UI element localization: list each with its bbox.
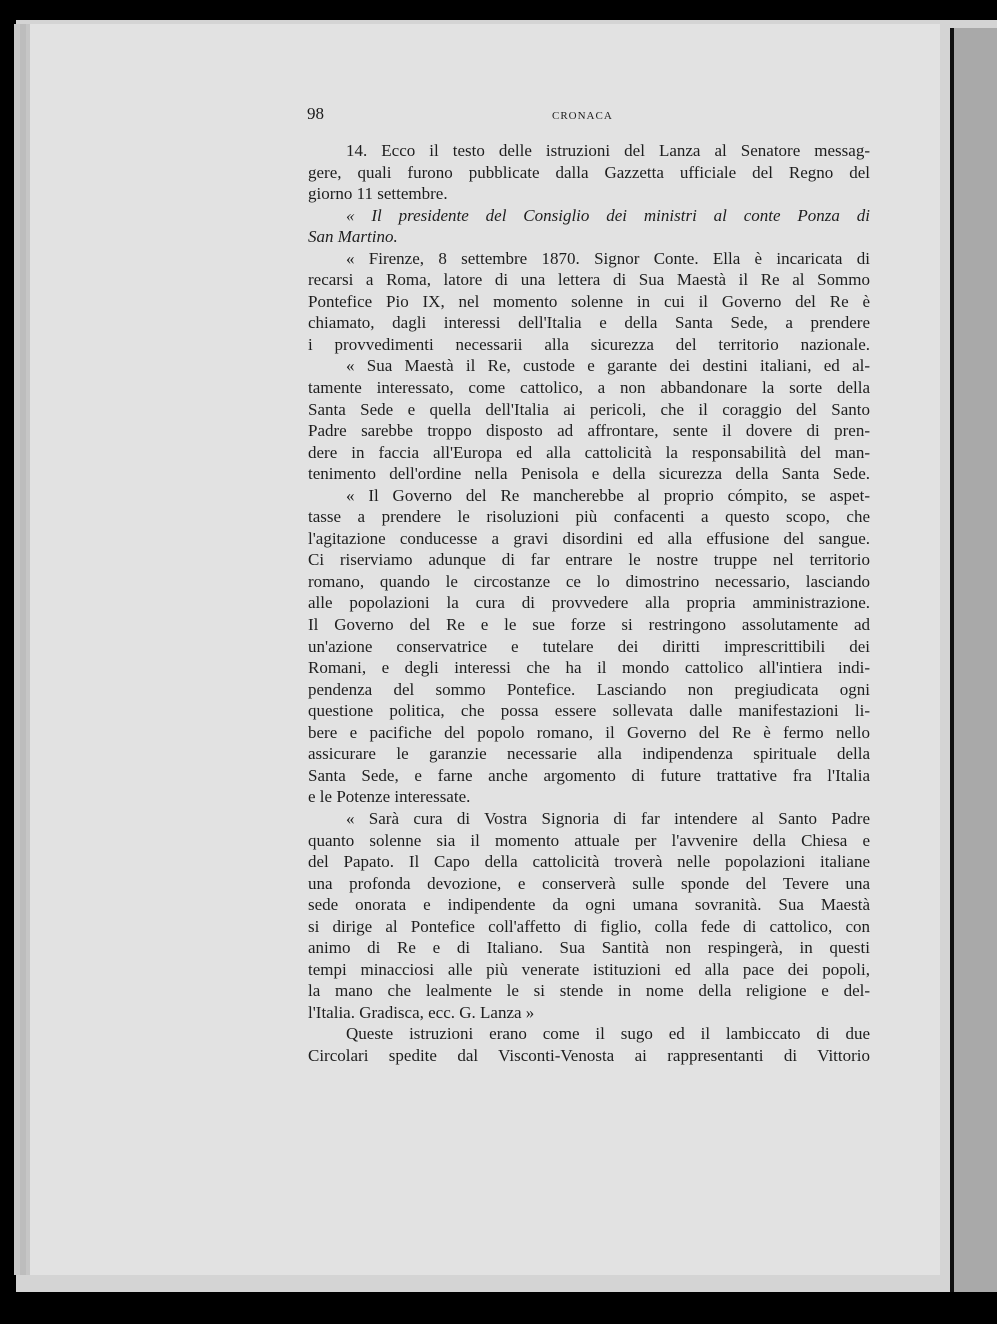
text-line: l'agitazione conducesse a gravi disordini ed alla effusione del sangue. <box>308 528 870 548</box>
text-line: dere in faccia all'Europa ed alla cattolicità la responsabilità del man- <box>308 442 870 462</box>
text-line: bere e pacifiche del popolo romano, il Governo del Re è fermo nello <box>308 722 870 742</box>
text-line: Santa Sede, e farne anche argomento di future trattative fra l'Italia <box>308 765 870 785</box>
text-line: gere, quali furono pubblicate dalla Gazzetta ufficiale del Regno del <box>308 162 870 182</box>
text-line: quanto solenne sia il momento attuale per l'avvenire della Chiesa e <box>308 830 870 850</box>
text-line: « Il presidente del Consiglio dei ministri al conte Ponza di <box>346 205 870 225</box>
text-line: 14. Ecco il testo delle istruzioni del Lanza al Senatore messag- <box>346 141 870 160</box>
text-line: animo di Re e di Italiano. Sua Santità non respingerà, in questi <box>308 938 870 958</box>
text-line: si dirige al Pontefice coll'affetto di figlio, colla fede di cattolico, con <box>308 916 870 936</box>
text-line: un'azione conservatrice e tutelare dei diritti imprescrittibili dei <box>308 636 870 656</box>
text-line: la mano che lealmente le si stende in nome della religione e del- <box>308 981 870 1001</box>
text-line: sede onorata e indipendente da ogni umana sovranità. Sua Maestà <box>308 895 870 915</box>
text-line: Circolari spedite dal Visconti-Venosta ai rappresentanti di Vittorio <box>308 1045 870 1065</box>
text-line: « Firenze, 8 settembre 1870. Signor Conte. Ella è incaricata di <box>346 248 870 268</box>
text-line: giorno 11 settembre. <box>308 184 448 204</box>
running-head <box>307 104 867 128</box>
text-line: Santa Sede e quella dell'Italia ai pericoli, che il coraggio del Santo <box>308 399 870 419</box>
text-line: questione politica, che possa essere sollevata dalle manifestazioni li- <box>308 701 870 721</box>
scan-bottom-border <box>16 1292 997 1324</box>
text-line: Ci riserviamo adunque di far entrare le nostre truppe nel territorio <box>308 550 870 570</box>
text-line: pendenza del sommo Pontefice. Lasciando non pregiudicata ogni <box>308 679 870 699</box>
text-line: « Sua Maestà il Re, custode e garante dei destini italiani, ed al- <box>346 356 870 376</box>
body-text <box>308 140 870 1067</box>
text-line: Padre sarebbe troppo disposto ad affrontare, sente il dovere di pren- <box>308 421 870 441</box>
text-line: Pontefice Pio IX, nel momento solenne in cui il Governo del Re è <box>308 291 870 311</box>
page-number: 98 <box>307 104 324 123</box>
text-line: chiamato, dagli interessi dell'Italia e della Santa Sede, a prendere <box>308 313 870 333</box>
text-line: Romani, e degli interessi che ha il mondo cattolico all'intiera indi- <box>308 658 870 678</box>
text-line: San Martino. <box>308 227 398 247</box>
text-line: del Papato. Il Capo della cattolicità troverà nelle popolazioni italiane <box>308 852 870 872</box>
text-line: tenimento dell'ordine nella Penisola e della sicurezza della Santa Sede. <box>308 464 870 484</box>
facing-page-edge <box>950 28 997 1295</box>
text-line: l'Italia. Gradisca, ecc. G. Lanza » <box>308 1002 535 1022</box>
text-line: e le Potenze interessate. <box>308 787 471 807</box>
text-line: « Il Governo del Re mancherebbe al proprio cómpito, se aspet- <box>346 485 870 505</box>
text-line: romano, quando le circostanze ce lo dimostrino necessario, lasciando <box>308 571 870 591</box>
section-title: CRONACA <box>552 110 613 122</box>
text-line: alle popolazioni la cura di provvedere alla propria amministrazione. <box>308 593 870 613</box>
text-line: Il Governo del Re e le sue forze si restringono assolutamente ad <box>308 615 870 635</box>
text-line: tasse a prendere le risoluzioni più confacenti a questo scopo, che <box>308 507 870 527</box>
text-line: « Sarà cura di Vostra Signoria di far intendere al Santo Padre <box>346 808 870 828</box>
text-line: recarsi a Roma, latore di una lettera di Sua Maestà il Re al Sommo <box>308 270 870 290</box>
text-line: tempi minacciosi alle più venerate istituzioni ed alla pace dei popoli, <box>308 959 870 979</box>
text-line: Queste istruzioni erano come il sugo ed il lambiccato di due <box>346 1024 870 1044</box>
text-line: i provvedimenti necessarii alla sicurezza del territorio nazionale. <box>308 334 870 354</box>
text-line: una profonda devozione, e conserverà sulle sponde del Tevere una <box>308 873 870 893</box>
text-line: assicurare le garanzie necessarie alla indipendenza spirituale della <box>308 744 870 764</box>
text-line: tamente interessato, come cattolico, a non abbandonare la sorte della <box>308 378 870 398</box>
